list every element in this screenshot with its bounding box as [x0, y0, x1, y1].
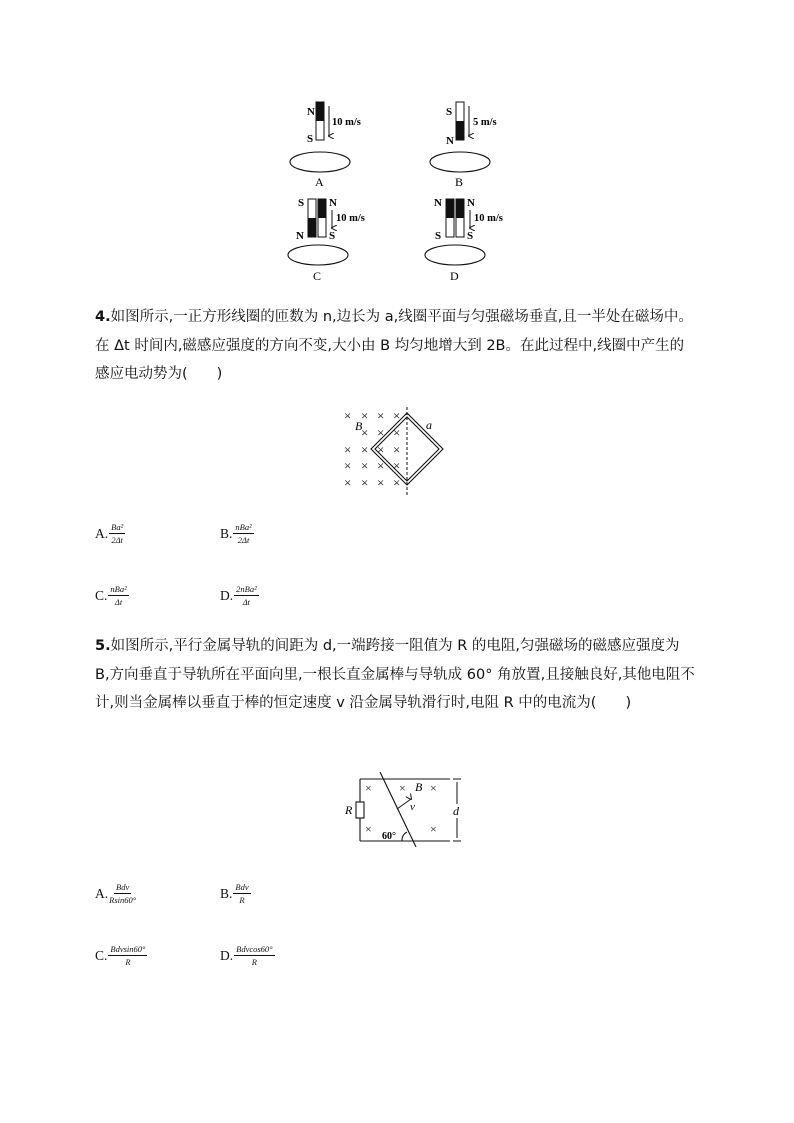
question-4-number: 4.	[95, 309, 111, 325]
q5-option-b[interactable]: B. $\frac{\text{Bdv}}{R}$	[220, 882, 249, 905]
q4-option-d[interactable]: D. $\frac{\text{2nBa²}}{\Delta t}$	[220, 584, 257, 607]
field-cross-mark: ×	[399, 781, 406, 795]
question-5-text: 如图所示,平行金属导轨的间距为 d,一端跨接一阻值为 R 的电阻,匀强磁场的磁感应强度为 B,方向垂直于导轨所在平面向里,一根长直金属棒与导轨成 60° 角放置,且接触良好,其他电阻不计,则当金属棒以垂直于棒的恒定速度 v 沿金属导轨滑行时,电阻 R 中的电流为( )	[95, 638, 695, 711]
panel-a-label: A	[315, 175, 324, 189]
angle-label: 60°	[382, 831, 396, 842]
panel-d-left-bottom-pole: S	[435, 230, 442, 242]
panel-c-right-bottom-pole: S	[329, 230, 336, 242]
panel-c-label: C	[313, 269, 322, 283]
field-cross-mark: ×	[377, 425, 385, 440]
panel-a-speed: 10 m/s	[332, 117, 361, 128]
velocity-label: v	[410, 801, 415, 813]
resistor-label: R	[345, 803, 353, 817]
field-cross-mark: ×	[344, 475, 352, 490]
question-4-text: 如图所示,一正方形线圈的匝数为 n,边长为 a,线圈平面与匀强磁场垂直,且一半处在磁场中。在 Δt 时间内,磁感应强度的方向不变,大小由 B 均匀地增大到 2B。在此过程中,线圈中产生的感应电动势为( )	[95, 309, 693, 382]
panel-a	[290, 102, 361, 189]
field-cross-mark: ×	[344, 408, 352, 423]
field-cross-mark: ×	[430, 781, 437, 795]
field-cross-mark: ×	[365, 781, 372, 795]
field-label-b-q5: B	[415, 780, 423, 794]
field-cross-mark: ×	[361, 458, 369, 473]
square-coil-figure	[340, 405, 450, 500]
panel-d-right-top-pole: N	[467, 197, 475, 209]
panel-c-left-top-pole: S	[298, 197, 305, 209]
field-cross-mark: ×	[393, 458, 401, 473]
field-label-b: B	[355, 419, 363, 433]
field-cross-mark: ×	[361, 425, 369, 440]
panel-c-speed: 10 m/s	[336, 213, 365, 224]
field-crosses-q5	[365, 781, 437, 836]
question-5-number: 5.	[95, 638, 111, 654]
panel-b-bottom-pole: N	[446, 135, 454, 147]
field-cross-mark: ×	[361, 475, 369, 490]
q4-option-a[interactable]: A. $\frac{\text{Ba²}}{2\Delta t}$	[95, 522, 124, 545]
panel-d-label: D	[450, 269, 459, 283]
panel-b-speed: 5 m/s	[473, 117, 497, 128]
field-cross-mark: ×	[393, 408, 401, 423]
panel-a-bottom-pole: S	[307, 133, 314, 145]
q5-option-d[interactable]: D. $\frac{\text{Bdvcos60°}}{R}$	[220, 944, 273, 967]
field-cross-mark: ×	[361, 442, 369, 457]
q5-option-c[interactable]: C. $\frac{\text{Bdvsin60°}}{R}$	[95, 944, 146, 967]
question-5	[95, 632, 695, 718]
panel-d	[425, 197, 503, 283]
field-cross-mark: ×	[344, 458, 352, 473]
panel-a-top-pole: N	[307, 106, 315, 118]
panel-c-right-top-pole: N	[329, 197, 337, 209]
panel-d-speed: 10 m/s	[474, 213, 503, 224]
field-cross-mark: ×	[344, 442, 352, 457]
panel-d-left-top-pole: N	[434, 197, 442, 209]
panel-c-left-bottom-pole: N	[296, 230, 304, 242]
field-cross-mark: ×	[393, 475, 401, 490]
magnet-coil-figure	[270, 98, 530, 288]
field-cross-mark: ×	[377, 408, 385, 423]
field-cross-mark: ×	[377, 458, 385, 473]
panel-c	[288, 197, 365, 283]
field-cross-mark: ×	[365, 822, 372, 836]
panel-b-label: B	[455, 175, 464, 189]
field-cross-mark: ×	[377, 442, 385, 457]
gap-label-d: d	[453, 804, 459, 818]
question-4	[95, 303, 695, 389]
field-cross-mark: ×	[377, 475, 385, 490]
q4-option-b[interactable]: B. $\frac{\text{nBa²}}{2\Delta t}$	[220, 522, 252, 545]
panel-b-top-pole: S	[446, 106, 453, 118]
panel-d-right-bottom-pole: S	[467, 230, 474, 242]
field-cross-mark: ×	[361, 408, 369, 423]
side-label-a: a	[426, 418, 432, 432]
q4-option-c[interactable]: C. $\frac{\text{nBa²}}{\Delta t}$	[95, 584, 127, 607]
field-crosses	[344, 408, 400, 490]
panel-b	[430, 102, 497, 189]
q5-option-a[interactable]: A. $\frac{\text{Bdv}}{Rsin60^\circ}$	[95, 882, 137, 905]
field-cross-mark: ×	[393, 425, 401, 440]
rail-circuit-figure	[340, 772, 465, 847]
field-cross-mark: ×	[430, 822, 437, 836]
field-cross-mark: ×	[393, 442, 401, 457]
